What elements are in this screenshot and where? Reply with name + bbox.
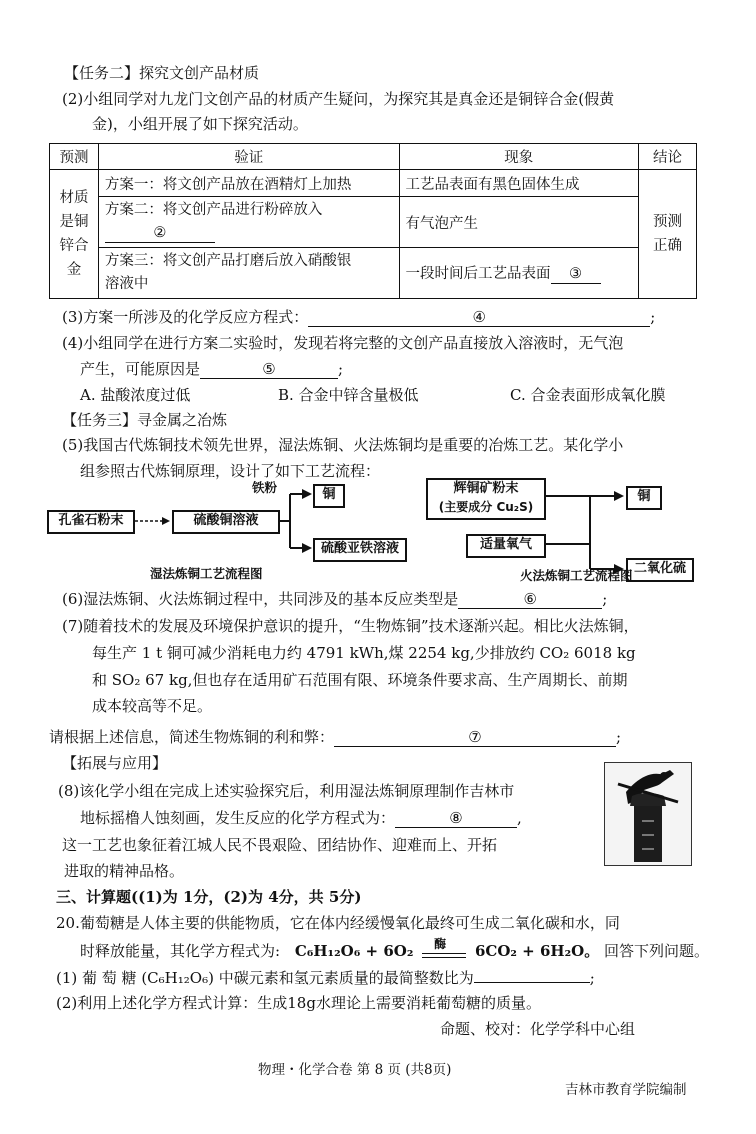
plan2-cell (98, 197, 399, 248)
q5-text-line2: 组参照古代炼铜原理，设计了如下工艺流程： (80, 462, 381, 480)
task2-heading: 【任务二】探究文创产品材质 (64, 64, 260, 82)
q3-line (62, 306, 655, 327)
q7-end: ; (616, 728, 622, 746)
q3-end: ; (650, 308, 656, 326)
q4-text-line1: (4)小组同学在进行方案二实验时，发现若将完整的文创产品直接放入溶液时，无气泡 (62, 334, 624, 352)
rower-sculpture-image (604, 762, 692, 866)
plan3-cell (98, 248, 399, 299)
header-phenomenon: 现象 (399, 144, 639, 170)
wet-flow-caption: 湿法炼铜工艺流程图 (150, 566, 263, 581)
q20-text-line2: 时释放能量，其化学方程式为: (80, 942, 281, 960)
q20-sub1-line (56, 967, 595, 988)
fire-flow-caption: 火法炼铜工艺流程图 (520, 568, 633, 583)
plan3-result-cell (399, 248, 639, 299)
q6-text: (6)湿法炼铜、火法炼铜过程中，共同涉及的基本反应类型是 (62, 590, 459, 608)
blank-8[interactable]: ⑧ (395, 810, 517, 828)
q3-text: (3)方案一所涉及的化学反应方程式： (62, 308, 309, 326)
q20-line2 (80, 937, 710, 961)
q7-text-line3: 和 SO₂ 67 kg,但也存在适用矿石范围有限、环境条件要求高、生产周期长、前期 (92, 671, 628, 689)
plan1-cell: 方案一：将文创产品放在酒精灯上加热 (98, 170, 399, 197)
q4-text-line2: 产生，可能原因是 (80, 360, 201, 378)
q2-text-line1: (2)小组同学对九龙门文创产品的材质产生疑问，为探究其是真金还是铜锌合金(假黄 (62, 90, 615, 108)
q20-sub2: (2)利用上述化学方程式计算：生成18g水理论上需要消耗葡萄糖的质量。 (56, 994, 541, 1012)
q8-text-line3: 这一工艺也象征着江城人民不畏艰险、团结协作、迎难而上、开拓 (62, 836, 498, 854)
plan1-result: 工艺品表面有黑色固体生成 (399, 170, 639, 197)
q20-line2-end: 回答下列问题。 (604, 942, 710, 960)
prediction-line: 金 (66, 262, 82, 278)
wet-reagent-label: 铁粉 (252, 480, 278, 495)
fire-ore-box (426, 478, 546, 520)
q20-sub1: (1) 葡 萄 糖 (C₆H₁₂O₆) 中碳元素和氢元素质量的最简整数比为 (56, 969, 474, 987)
q8-line2 (80, 807, 522, 828)
conclusion-cell (639, 170, 697, 299)
prediction-cell (50, 170, 99, 299)
q20-sub1-end: ; (589, 969, 595, 987)
q6-line (62, 588, 607, 609)
q7-prompt-line (49, 726, 621, 747)
q8-text-line4: 进取的精神品格。 (64, 862, 185, 880)
blank-7[interactable]: ⑦ (334, 729, 616, 747)
credits: 命题、校对：化学学科中心组 (440, 1020, 636, 1038)
q8-end: , (517, 809, 522, 827)
blank-4[interactable]: ④ (308, 309, 650, 327)
fire-product-so2: 二氧化硫 (626, 558, 694, 582)
q4-line2 (80, 358, 343, 379)
q6-end: ; (602, 590, 608, 608)
plan3-text-line2: 溶液中 (104, 276, 149, 292)
blank-sub1[interactable] (474, 982, 590, 983)
conclusion-line: 正确 (653, 238, 683, 254)
prediction-line: 材质 (59, 190, 89, 206)
q8-text-line1: (8)该化学小组在完成上述实验探究后，利用湿法炼铜原理制作吉林市 (58, 782, 515, 800)
wet-product-copper: 铜 (313, 484, 345, 508)
q4-option-a: A. 盐酸浓度过低 (80, 386, 191, 404)
section3-heading: 三、计算题((1)为 1分，(2)为 4分，共 5分) (56, 888, 362, 906)
plan2-result: 有气泡产生 (399, 197, 639, 248)
q5-text-line1: (5)我国古代炼铜技术领先世界，湿法炼铜、火法炼铜均是重要的冶炼工艺。某化学小 (62, 436, 624, 454)
q7-text-line4: 成本较高等不足。 (92, 697, 213, 715)
header-conclusion: 结论 (639, 144, 697, 170)
q8-text-line2: 地标摇橹人蚀刻画，发生反应的化学方程式为： (80, 809, 396, 827)
wet-start-box: 孔雀石粉末 (47, 510, 135, 534)
task3-heading: 【任务三】寻金属之冶炼 (62, 411, 228, 429)
q4-option-b: B. 合金中锌含量极低 (278, 386, 419, 404)
plan2-text: 方案二：将文创产品进行粉碎放入 (104, 202, 323, 218)
extension-heading: 【拓展与应用】 (62, 754, 168, 772)
blank-6[interactable]: ⑥ (458, 591, 602, 609)
blank-3[interactable]: ③ (551, 266, 601, 284)
wet-middle-box: 硫酸铜溶液 (172, 510, 280, 534)
equation-left: C₆H₁₂O₆ + 6O₂ (294, 942, 414, 960)
plan3-result: 一段时间后工艺品表面 (405, 266, 551, 282)
blank-2[interactable]: ② (105, 225, 215, 243)
blank-5[interactable]: ⑤ (200, 361, 338, 379)
prediction-line: 锌合 (59, 238, 89, 254)
experiment-table (49, 143, 697, 299)
q20-text-line1: 20.葡萄糖是人体主要的供能物质，它在体内经缓慢氧化最终可生成二氧化碳和水，同 (56, 914, 620, 932)
fire-reagent-box: 适量氧气 (466, 534, 546, 558)
equation-arrow-label: 酶 (434, 937, 447, 951)
header-verification: 验证 (98, 144, 399, 170)
header-prediction: 预测 (50, 144, 99, 170)
q2-text-line2: 金)，小组开展了如下探究活动。 (92, 115, 308, 133)
q4-option-c: C. 合金表面形成氧化膜 (510, 386, 666, 404)
equation-right: 6CO₂ + 6H₂O。 (474, 942, 600, 960)
q4-end: ; (338, 360, 344, 378)
q7-prompt: 请根据上述信息，简述生物炼铜的利和弊： (49, 728, 335, 746)
wet-product-ferrous-sulfate: 硫酸亚铁溶液 (313, 538, 407, 562)
equation-arrow (422, 937, 466, 961)
q7-text-line2: 每生产 1 t 铜可减少消耗电力约 4791 kWh,煤 2254 kg,少排放约 CO₂ 6018 kg (92, 644, 636, 662)
conclusion-line: 预测 (653, 214, 683, 230)
prediction-line: 是铜 (59, 214, 89, 230)
fire-ore-line2: (主要成分 Cu₂S) (438, 500, 534, 514)
plan3-text-line1: 方案三：将文创产品打磨后放入硝酸银 (104, 253, 352, 269)
q7-text-line1: (7)随着技术的发展及环境保护意识的提升，“生物炼铜”技术逐渐兴起。相比火法炼铜， (62, 617, 639, 635)
footer-compiler: 吉林市教育学院编制 (565, 1082, 687, 1098)
footer-page-number: 物理・化学合卷 第 8 页 (共8页) (258, 1062, 452, 1078)
fire-ore-line1: 辉铜矿粉末 (453, 481, 519, 496)
fire-product-copper: 铜 (626, 486, 662, 510)
